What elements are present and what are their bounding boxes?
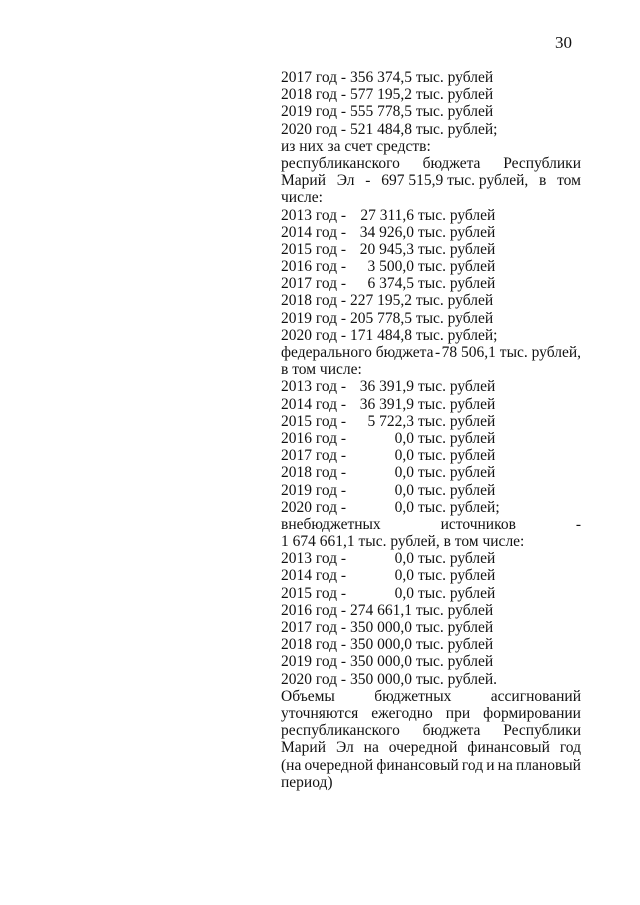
word: и [486, 756, 495, 774]
year-row [281, 241, 581, 258]
page-number: 30 [555, 33, 572, 52]
word: Республики [503, 154, 581, 172]
word: федерального бюджета [281, 344, 434, 361]
text-line: 2018 год - 350 000,0 тыс. рублей [281, 636, 494, 654]
year-row [281, 275, 581, 292]
word: очередной [388, 739, 458, 757]
word: Эл [335, 739, 354, 757]
word: - [365, 172, 371, 190]
year-unit: тыс. рублей [418, 378, 496, 396]
word: - [435, 344, 441, 361]
year-amount: 36 391,9 [359, 378, 414, 396]
year-label: 2017 год - [281, 275, 347, 293]
year-label: 2015 год - [281, 412, 347, 430]
year-amount: 0,0 [394, 550, 414, 568]
year-label: 2014 год - [281, 223, 347, 241]
text-line: 2017 год - 356 374,5 тыс. рублей [281, 69, 494, 86]
year-amount: 27 311,6 [360, 206, 414, 224]
word: (на [281, 756, 302, 774]
text-line: 2020 год - 171 484,8 тыс. рублей; [281, 326, 498, 344]
year-label: 2014 год - [281, 567, 347, 585]
word: бюджета [422, 154, 481, 172]
justified-line [281, 155, 581, 172]
word: в [539, 172, 547, 190]
year-row [281, 224, 581, 241]
year-label: 2014 год - [281, 395, 347, 413]
year-label: 2015 год - [281, 584, 347, 602]
year-row [281, 499, 581, 516]
year-amount: 5 722,3 [367, 412, 414, 430]
word: Марий [281, 172, 327, 190]
text-line: в том числе: [281, 361, 362, 379]
word: на [363, 739, 379, 757]
word: источников [440, 515, 516, 533]
year-unit: тыс. рублей [418, 240, 496, 258]
word: Республики [503, 722, 581, 740]
year-row [281, 585, 581, 602]
word: бюджета [422, 722, 481, 740]
word: ассигнований [490, 687, 581, 705]
year-amount: 20 945,3 [359, 240, 414, 258]
year-label: 2016 год - [281, 429, 347, 447]
word: уточняются [281, 704, 359, 722]
word: очередной [304, 756, 374, 774]
republic-years-list [281, 207, 581, 345]
word: бюджетных [374, 687, 452, 705]
year-row [281, 413, 581, 430]
justified-line [281, 516, 581, 533]
year-label: 2020 год - [281, 498, 347, 516]
year-amount: 0,0 [394, 498, 414, 516]
year-amount: 0,0 [394, 481, 414, 499]
word: плановый [516, 756, 581, 774]
text-line: 1 674 661,1 тыс. рублей, в том числе: [281, 533, 525, 551]
word: год [559, 739, 581, 757]
word: 78 506,1 тыс. рублей, [441, 344, 581, 361]
text-line: из них за счет средств: [281, 137, 431, 155]
text-line: 2019 год - 205 778,5 тыс. рублей [281, 309, 494, 327]
year-row [281, 430, 581, 447]
year-unit: тыс. рублей [418, 447, 496, 465]
year-unit: тыс. рублей [418, 584, 496, 602]
year-label: 2013 год - [281, 206, 347, 224]
year-row [281, 447, 581, 464]
year-amount: 3 500,0 [367, 258, 414, 276]
year-amount: 34 926,0 [359, 223, 414, 241]
word: финансовый [467, 739, 550, 757]
year-row [281, 482, 581, 499]
word: ежегодно [371, 704, 433, 722]
year-label: 2016 год - [281, 258, 347, 276]
year-unit: тыс. рублей [418, 275, 496, 293]
text-line: числе: [281, 189, 323, 207]
text-line: 2020 год - 521 484,8 тыс. рублей; [281, 120, 498, 138]
year-row [281, 464, 581, 481]
year-label: 2015 год - [281, 240, 347, 258]
word: 697 515,9 тыс. рублей, [381, 172, 529, 190]
year-amount: 0,0 [394, 429, 414, 447]
year-unit: тыс. рублей [418, 481, 496, 499]
year-unit: тыс. рублей [418, 395, 496, 413]
word: Эл [336, 172, 355, 190]
document-body [281, 69, 581, 791]
word: финансовый [376, 756, 459, 774]
word: - [575, 515, 581, 533]
justified-line [281, 739, 581, 756]
closing-paragraph [281, 688, 581, 791]
word: формировании [483, 704, 581, 722]
word: республиканского [281, 154, 400, 172]
justified-line [281, 722, 581, 739]
justified-line [281, 757, 581, 774]
text-line: 2019 год - 555 778,5 тыс. рублей [281, 103, 494, 121]
republic-budget-heading [281, 155, 581, 207]
text-line: 2016 год - 274 661,1 тыс. рублей [281, 601, 494, 619]
word: на [497, 756, 513, 774]
year-unit: тыс. рублей [418, 550, 496, 568]
year-row [281, 396, 581, 413]
text-line: 2018 год - 577 195,2 тыс. рублей [281, 86, 494, 104]
year-amount: 0,0 [394, 584, 414, 602]
text-line: 2020 год - 350 000,0 тыс. рублей. [281, 670, 498, 688]
year-unit: тыс. рублей [418, 223, 496, 241]
year-unit: тыс. рублей [418, 464, 496, 482]
year-amount: 6 374,5 [367, 275, 414, 293]
year-unit: тыс. рублей [418, 567, 496, 585]
year-amount: 0,0 [394, 464, 414, 482]
text-line: период) [281, 773, 333, 791]
year-row [281, 258, 581, 275]
word: внебюджетных [281, 515, 381, 533]
text-line: 2019 год - 350 000,0 тыс. рублей [281, 653, 494, 671]
justified-line [281, 172, 581, 189]
year-label: 2018 год - [281, 464, 347, 482]
year-unit: тыс. рублей; [418, 498, 500, 516]
justified-line [281, 705, 581, 722]
year-row [281, 550, 581, 567]
year-label: 2013 год - [281, 378, 347, 396]
justified-line [281, 344, 581, 361]
word: Объемы [281, 687, 335, 705]
year-label: 2019 год - [281, 481, 347, 499]
text-line: 2018 год - 227 195,2 тыс. рублей [281, 292, 494, 310]
year-row [281, 567, 581, 584]
word: республиканского [281, 722, 400, 740]
year-unit: тыс. рублей [418, 412, 496, 430]
year-unit: тыс. рублей [418, 429, 496, 447]
federal-years-list [281, 378, 581, 516]
text-line: 2017 год - 350 000,0 тыс. рублей [281, 619, 494, 636]
year-amount: 36 391,9 [359, 395, 414, 413]
year-amount: 0,0 [394, 567, 414, 585]
word: год [461, 756, 484, 774]
word: Марий [281, 739, 327, 757]
extrabudget-heading [281, 516, 581, 550]
year-row [281, 207, 581, 224]
extrabudget-years-list [281, 550, 581, 688]
year-label: 2013 год - [281, 550, 347, 568]
word: том [557, 172, 581, 190]
federal-budget-heading [281, 344, 581, 378]
total-years-block [281, 69, 581, 155]
word: при [445, 704, 471, 722]
year-label: 2017 год - [281, 447, 347, 465]
justified-line [281, 688, 581, 705]
year-unit: тыс. рублей [418, 206, 496, 224]
year-unit: тыс. рублей [418, 258, 496, 276]
year-amount: 0,0 [394, 447, 414, 465]
year-row [281, 378, 581, 395]
